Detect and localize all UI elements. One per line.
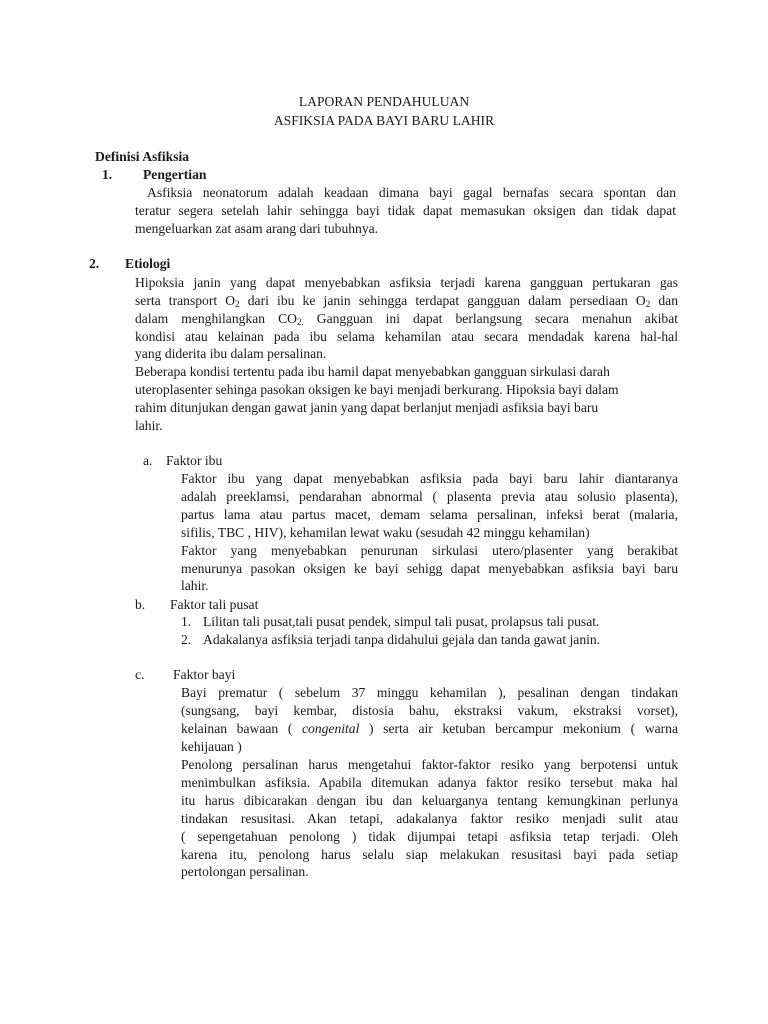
faktor-bayi-line-8: tindakan resusitasi. Akan tetapi, adakalanya faktor resiko menjadi sulit atau: [181, 811, 678, 826]
etiologi-p2-line-4: lahir.: [135, 418, 163, 433]
pengertian-line-1: Asfiksia neonatorum adalah keadaan dimana bayi gagal bernafas secara spontan dan: [147, 185, 676, 200]
faktor-ibu-line-6: menurunya pasokan oksigen ke bayi sehigg dapat menyebabkan asfiksia bayi baru: [181, 561, 678, 576]
etiologi-p2-line-2: uteroplasenter sehinga pasokan oksigen ke bayi menjadi berkurang. Hipoksia bayi dalam: [135, 382, 619, 397]
faktor-bayi-line-3: kelainan bawaan ( congenital ) serta air ketuban bercampur mekonium ( warna: [181, 721, 678, 736]
tali-pusat-item-number-1: 1.: [181, 614, 192, 629]
faktor-bayi-line-10: karena itu, penolong harus selalu siap melakukan resusitasi bayi pada setiap: [181, 847, 678, 862]
faktor-bayi-line-11: pertolongan persalinan.: [181, 864, 309, 879]
etiologi-p1-line-3: dalam menghilangkan $CO_{2.}$ Gangguan ini dapat berlangsung secara menahun akibat: [135, 311, 678, 327]
etiologi-p1-line-1: Hipoksia janin yang dapat menyebabkan asfiksia terjadi karena gangguan pertukaran gas: [135, 275, 678, 290]
faktor-bayi-line-9: ( sepengetahuan penolong ) tidak dijumpai tetapi asfiksia tetap terjadi. Oleh: [181, 829, 678, 844]
faktor-ibu-line-7: lahir.: [181, 578, 209, 593]
subheading-faktor-ibu: Faktor ibu: [166, 453, 223, 468]
list-marker-a: a.: [143, 453, 153, 468]
faktor-bayi-line-6: menimbulkan asfiksia. Apabila ditemukan adanya faktor resiko tersebut maka hal: [181, 775, 678, 790]
list-marker-c: c.: [135, 667, 145, 682]
subheading-pengertian: Pengertian: [143, 167, 207, 182]
item-number-1: 1.: [102, 167, 113, 182]
item-number-2: 2.: [89, 256, 100, 271]
faktor-ibu-line-3: partus lama atau partus macet, demam selama persalinan, infeksi berat (malaria,: [181, 507, 678, 522]
pengertian-line-2: teratur segera setelah lahir sehingga bayi tidak dapat memasukan oksigen dan tidak dapat: [135, 203, 676, 218]
etiologi-p1-line-4: kondisi atau kelainan pada ibu selama kehamilan atau secara mendadak karena hal-hal: [135, 329, 678, 344]
etiologi-p2-line-3: rahim ditunjukan dengan gawat janin yang dapat berlanjut menjadi asfiksia bayi baru: [135, 400, 599, 415]
etiologi-p2-line-1: Beberapa kondisi tertentu pada ibu hamil dapat menyebabkan gangguan sirkulasi darah: [135, 364, 610, 379]
title-line-2: ASFIKSIA PADA BAYI BARU LAHIR: [273, 113, 495, 128]
tali-pusat-item-1: Lilitan tali pusat,tali pusat pendek, simpul tali pusat, prolapsus tali pusat.: [203, 614, 600, 629]
title-line-1: LAPORAN PENDAHULUAN: [298, 94, 470, 109]
tali-pusat-item-number-2: 2.: [181, 632, 192, 647]
faktor-ibu-line-4: sifilis, TBC , HIV), kehamilan lewat waku (sesudah 42 minggu kehamilan): [181, 525, 590, 540]
etiologi-p1-line-5: yang diderita ibu dalam persalinan.: [135, 346, 327, 361]
faktor-ibu-line-1: Faktor ibu yang dapat menyebabkan asfiksia pada bayi baru lahir diantaranya: [181, 471, 678, 486]
etiologi-p1-line-2: serta transport $O_2$ dari ibu ke janin sehingga terdapat gangguan dalam persediaan $O_2$ dan: [135, 293, 678, 309]
subheading-etiologi: Etiologi: [125, 256, 171, 271]
tali-pusat-item-2: Adakalanya asfiksia terjadi tanpa didahului gejala dan tanda gawat janin.: [203, 632, 601, 647]
subheading-faktor-bayi: Faktor bayi: [173, 667, 236, 682]
pengertian-line-3: mengeluarkan zat asam arang dari tubuhnya.: [135, 221, 379, 236]
list-marker-b: b.: [135, 597, 146, 612]
faktor-ibu-line-2: adalah preeklamsi, pendarahan abnormal ( plasenta previa atau solusio plasenta),: [181, 489, 678, 504]
faktor-bayi-line-1: Bayi prematur ( sebelum 37 minggu kehamilan ), pesalinan dengan tindakan: [181, 685, 678, 700]
faktor-bayi-line-7: itu harus dibicarakan dengan ibu dan keluarganya tentang kemungkinan perlunya: [181, 793, 678, 808]
faktor-bayi-line-5: Penolong persalinan harus mengetahui faktor-faktor resiko yang berpotensi untuk: [181, 757, 678, 772]
faktor-bayi-line-2: (sungsang, bayi kembar, distosia bahu, ekstraksi vakum, ekstraksi vorset),: [181, 703, 678, 718]
subheading-faktor-tali-pusat: Faktor tali pusat: [170, 597, 259, 612]
faktor-bayi-line-4: kehijauan ): [181, 739, 242, 754]
faktor-ibu-line-5: Faktor yang menyebabkan penurunan sirkulasi utero/plasenter yang berakibat: [181, 543, 678, 558]
section-heading-definisi: Definisi Asfiksia: [95, 149, 190, 164]
